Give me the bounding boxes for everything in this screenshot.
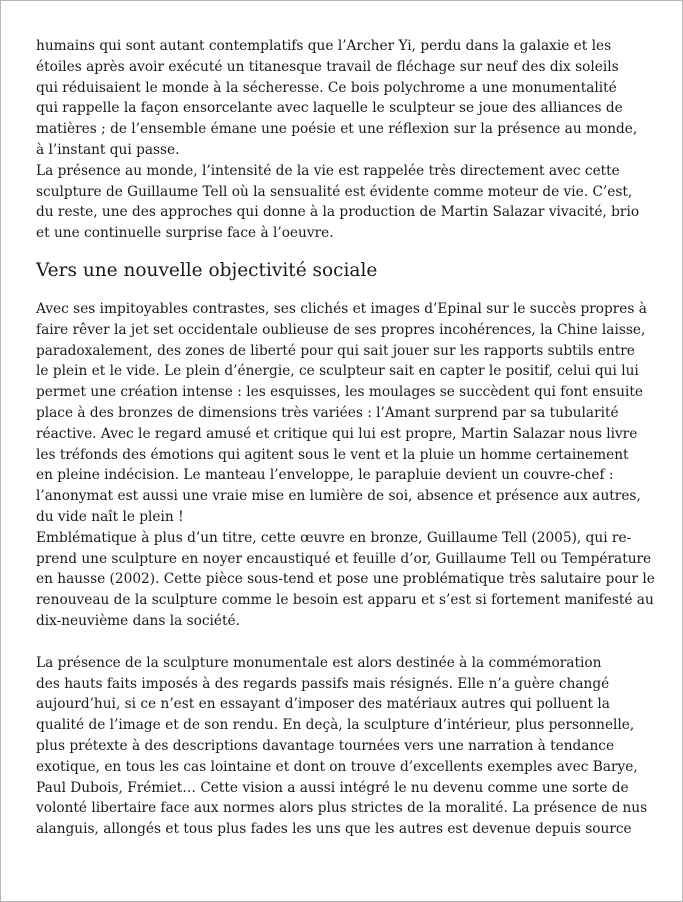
text-line: qui réduisaient le monde à la sécheresse. Ce bois polychrome a une monumentalité [36, 79, 617, 96]
text-line: en pleine indécision. Le manteau l’enveloppe, le parapluie devient un couvre-chef : [36, 467, 614, 484]
text-line: du vide naît le plein ! [36, 508, 184, 525]
paragraph-3 [36, 299, 652, 528]
text-line: humains qui sont autant contemplatifs que l’Archer Yi, perdu dans la galaxie et les [36, 38, 612, 54]
text-line: Avec ses impitoyables contrastes, ses clichés et images d’Epinal sur le succès propres à [36, 300, 647, 317]
text-line: les tréfonds des émotions qui agitent sous le vent et la pluie un homme certainement [36, 446, 629, 463]
text-line: faire rêver la jet set occidentale oublieuse de ses propres incohérences, la Chine laisse, [36, 321, 646, 338]
text-line: alanguis, allongés et tous plus fades les uns que les autres est devenue depuis source [36, 821, 632, 838]
paragraph-1 [36, 36, 652, 161]
text-line: renouveau de la sculpture comme le besoin est apparu et s’est si fortement manifesté au [36, 592, 654, 609]
text-line: des hauts faits imposés à des regards passifs mais résignés. Elle n’a guère changé [36, 675, 610, 692]
text-line: volonté libertaire face aux normes alors plus strictes de la moralité. La présence de nus [36, 800, 648, 817]
text-line: plus prétexte à des descriptions davantage tournées vers une narration à tendance [36, 737, 615, 754]
document-body [36, 36, 655, 840]
text-line: La présence de la sculpture monumentale est alors destinée à la commémoration [36, 654, 602, 671]
text-line: aujourd’hui, si ce n’est en essayant d’imposer des matériaux autres qui polluent la [36, 696, 610, 713]
text-line: paradoxalement, des zones de liberté pour qui sait jouer sur les rapports subtils entre [36, 342, 635, 359]
text-line: dix-neuvième dans la société. [36, 612, 240, 629]
text-line: qui rappelle la façon ensorcelante avec laquelle le sculpteur se joue des alliances de [36, 100, 623, 117]
text-line: qualité de l’image et de son rendu. En deçà, la sculpture d’intérieur, plus personnelle, [36, 717, 635, 734]
text-line: à l’instant qui passe. [36, 141, 180, 158]
text-line: en hausse (2002). Cette pièce sous-tend et pose une problématique très salutaire pour le [36, 571, 655, 588]
text-line: du reste, une des approches qui donne à la production de Martin Salazar vivacité, brio [36, 204, 640, 221]
text-line: matières ; de l’ensemble émane une poésie et une réflexion sur la présence au monde, [36, 121, 638, 138]
text-line: prend une sculpture en noyer encaustiqué et feuille d’or, Guillaume Tell ou Température [36, 550, 652, 567]
paragraph-2 [36, 161, 652, 244]
text-line: réactive. Avec le regard amusé et critique qui lui est propre, Martin Salazar nous livre [36, 425, 638, 442]
paragraph-4 [36, 528, 655, 632]
text-line: La présence au monde, l’intensité de la vie est rappelée très directement avec cette [36, 162, 620, 179]
paragraph-5 [36, 653, 652, 840]
paragraph-spacer [36, 632, 652, 653]
text-line: place à des bronzes de dimensions très variées : l’Amant surprend par sa tubularité [36, 404, 619, 421]
text-line: exotique, en tous les cas lointaine et dont on trouve d’excellents exemples avec Barye, [36, 758, 638, 775]
text-line: l’anonymat est aussi une vraie mise en lumière de soi, absence et présence aux autres, [36, 488, 641, 505]
text-line: étoiles après avoir exécuté un titanesque travail de fléchage sur neuf des dix soleils [36, 58, 619, 75]
section-heading: Vers une nouvelle objectivité sociale [36, 259, 378, 281]
text-line: et une continuelle surprise face à l’oeuvre. [36, 225, 334, 242]
text-line: permet une création intense : les esquisses, les moulages se succèdent qui font ensuite [36, 384, 643, 401]
text-line: sculpture de Guillaume Tell où la sensualité est évidente comme moteur de vie. C’est, [36, 183, 633, 200]
text-line: le plein et le vide. Le plein d’énergie, ce sculpteur sait en capter le positif, celui qui lui [36, 363, 639, 380]
text-line: Paul Dubois, Frémiet… Cette vision a aussi intégré le nu devenu comme une sorte de [36, 779, 629, 796]
text-line: Emblématique à plus d’un titre, cette œuvre en bronze, Guillaume Tell (2005), qui re- [36, 529, 632, 546]
